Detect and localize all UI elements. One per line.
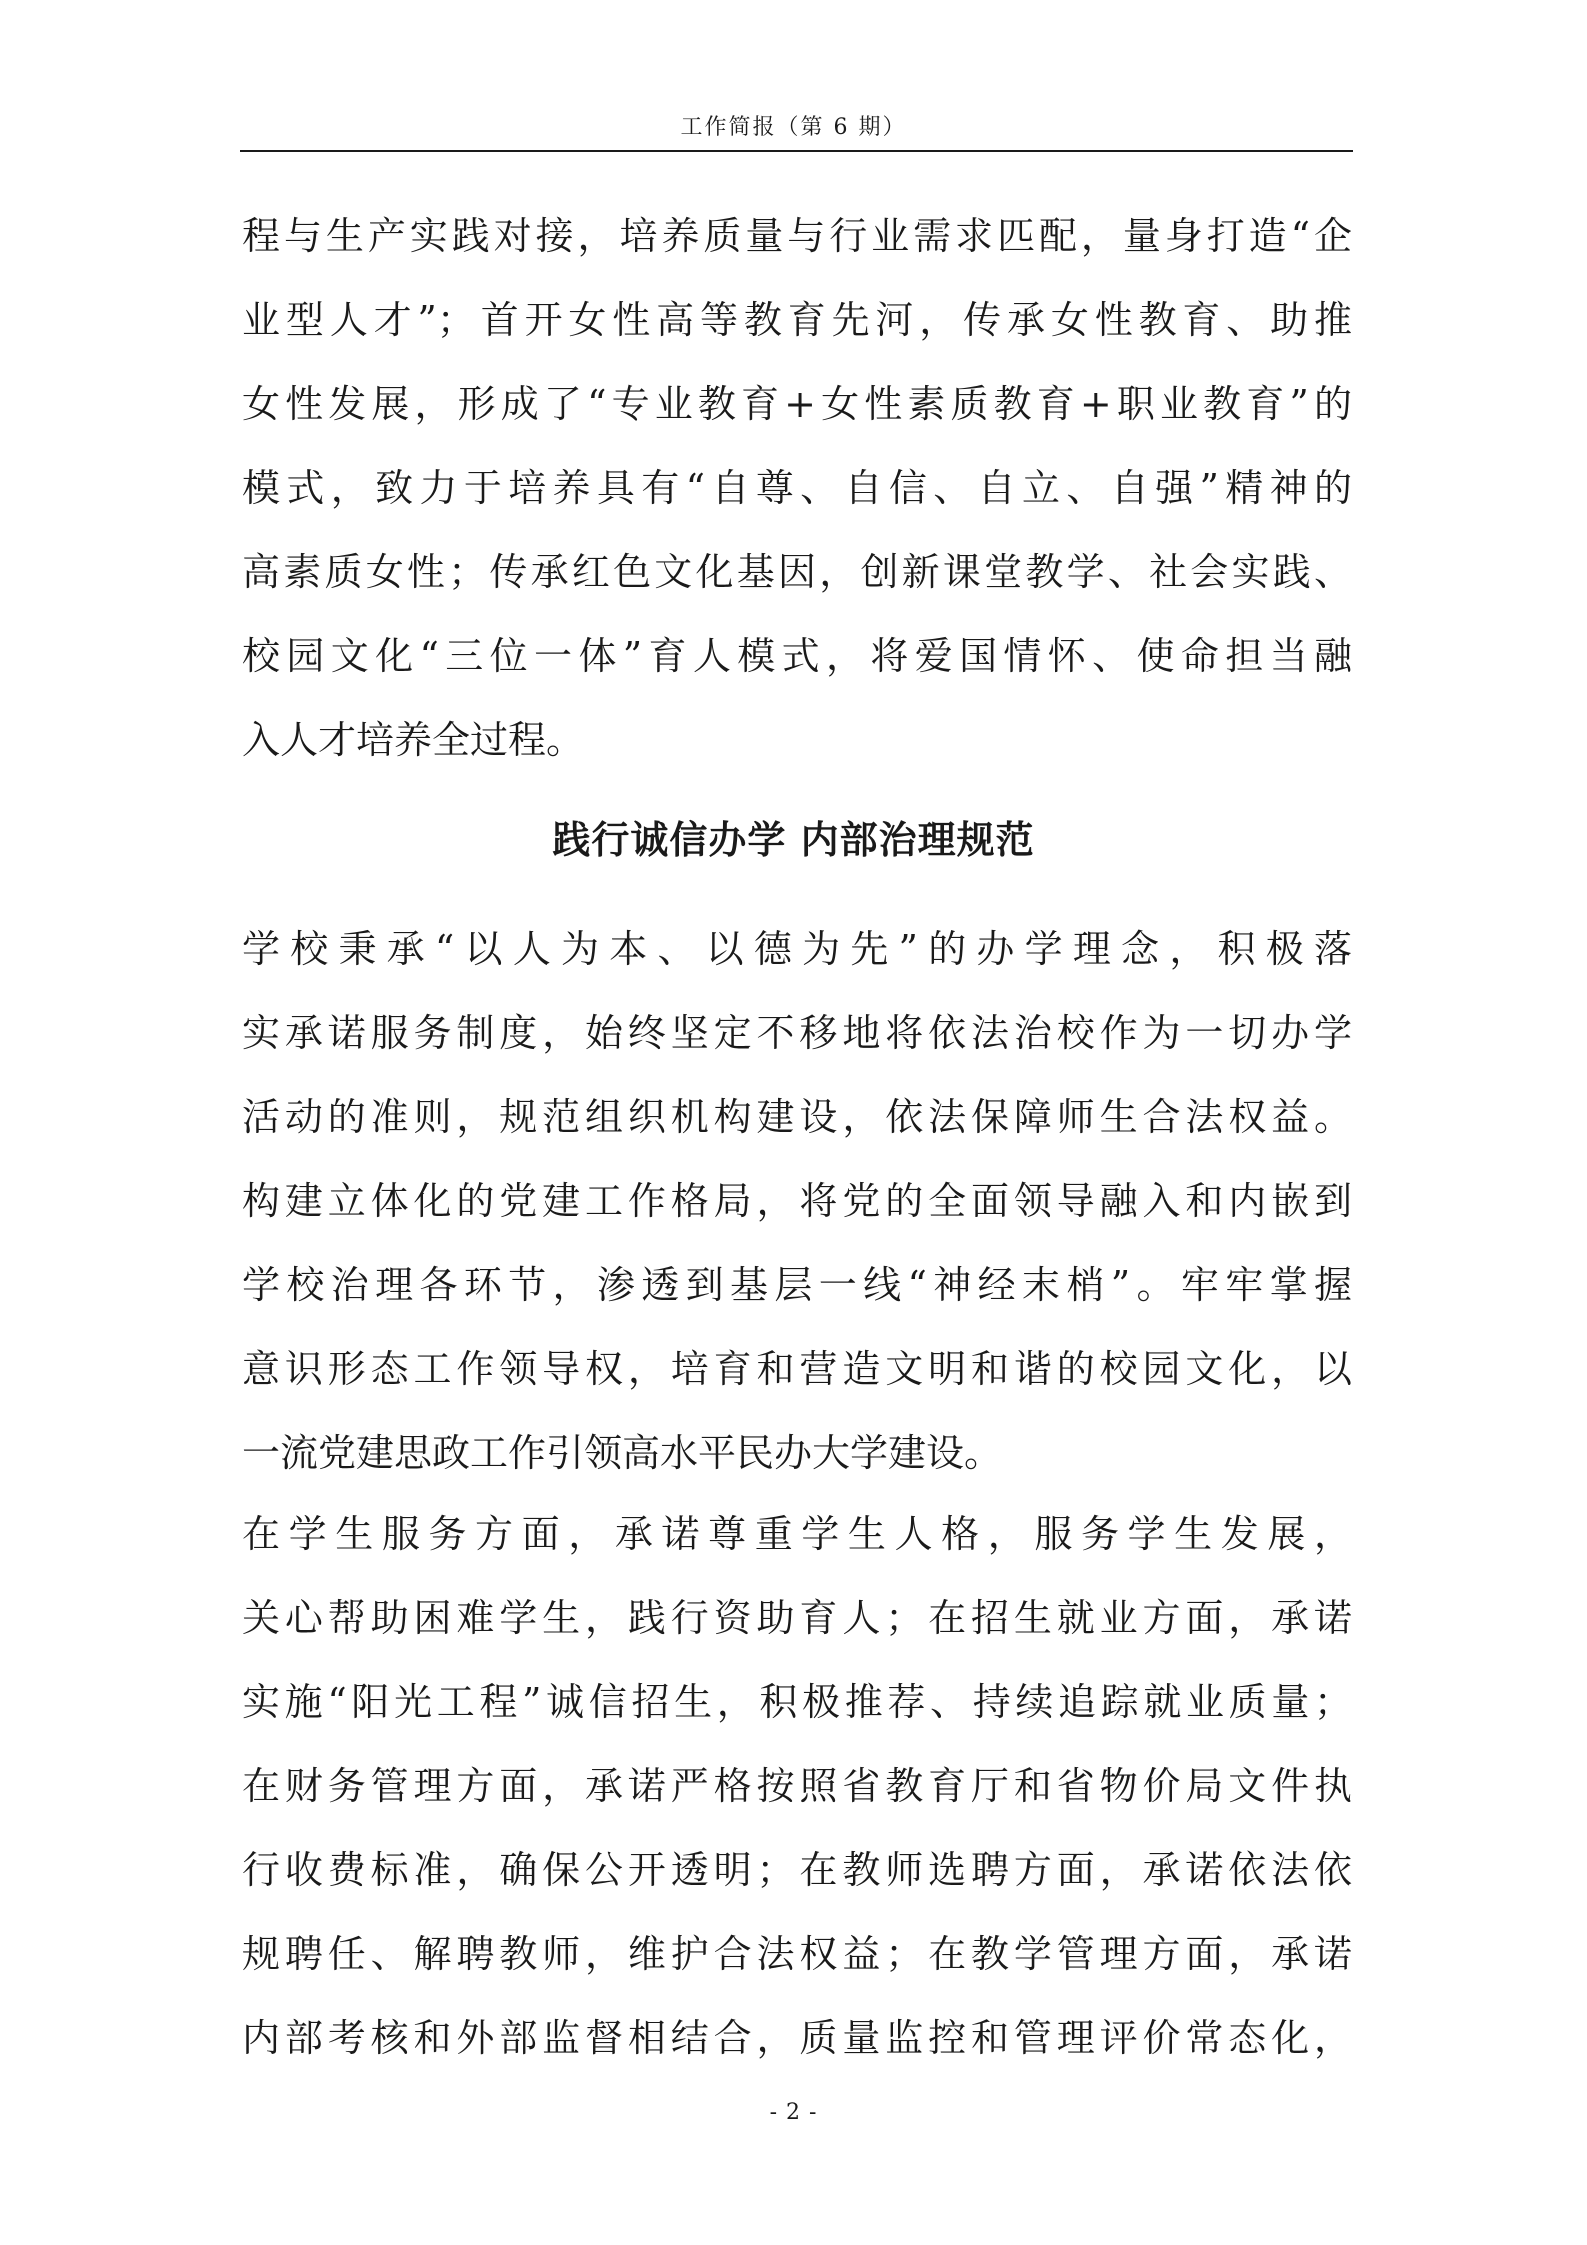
paragraph-line: 规聘任、解聘教师，维护合法权益；在教学管理方面，承诺: [242, 1932, 1352, 1976]
paragraph-line: 程与生产实践对接，培养质量与行业需求匹配，量身打造“企: [242, 214, 1352, 258]
paragraph-line: 活动的准则，规范组织机构建设，依法保障师生合法权益。: [242, 1095, 1352, 1139]
paragraph-line: 校园文化“三位一体”育人模式，将爱国情怀、使命担当融: [242, 634, 1352, 678]
paragraph-line: 业型人才”；首开女性高等教育先河，传承女性教育、助推: [242, 298, 1352, 342]
paragraph-line: 入人才培养全过程。: [242, 718, 585, 762]
paragraph-line: 意识形态工作领导权，培育和营造文明和谐的校园文化，以: [242, 1347, 1352, 1391]
header-divider: [240, 150, 1353, 152]
paragraph-line: 学校治理各环节，渗透到基层一线“神经末梢”。牢牢掌握: [242, 1263, 1352, 1307]
paragraph-line: 女性发展，形成了“专业教育+女性素质教育+职业教育”的: [242, 382, 1352, 426]
paragraph-line: 实承诺服务制度，始终坚定不移地将依法治校作为一切办学: [242, 1011, 1352, 1055]
paragraph-line: 高素质女性；传承红色文化基因，创新课堂教学、社会实践、: [242, 550, 1352, 594]
paragraph-line: 学校秉承“以人为本、以德为先”的办学理念，积极落: [242, 927, 1352, 971]
header-title: 工作简报（第 6 期）: [680, 115, 907, 140]
section-heading: 践行诚信办学 内部治理规范: [552, 818, 1035, 862]
paragraph-line: 模式，致力于培养具有“自尊、自信、自立、自强”精神的: [242, 466, 1352, 510]
paragraph-line: 构建立体化的党建工作格局，将党的全面领导融入和内嵌到: [242, 1179, 1352, 1223]
paragraph-line: 关心帮助困难学生，践行资助育人；在招生就业方面，承诺: [242, 1596, 1352, 1640]
paragraph-line: 在财务管理方面，承诺严格按照省教育厅和省物价局文件执: [242, 1764, 1352, 1808]
paragraph-line: 在学生服务方面，承诺尊重学生人格，服务学生发展，: [242, 1512, 1352, 1556]
paragraph-line: 内部考核和外部监督相结合，质量监控和管理评价常态化，: [242, 2016, 1352, 2060]
paragraph-line: 实施“阳光工程”诚信招生，积极推荐、持续追踪就业质量；: [242, 1680, 1352, 1724]
paragraph-line: 行收费标准，确保公开透明；在教师选聘方面，承诺依法依: [242, 1848, 1352, 1892]
page-number: - 2 -: [769, 2100, 818, 2125]
paragraph-line: 一流党建思政工作引领高水平民办大学建设。: [242, 1431, 1003, 1475]
